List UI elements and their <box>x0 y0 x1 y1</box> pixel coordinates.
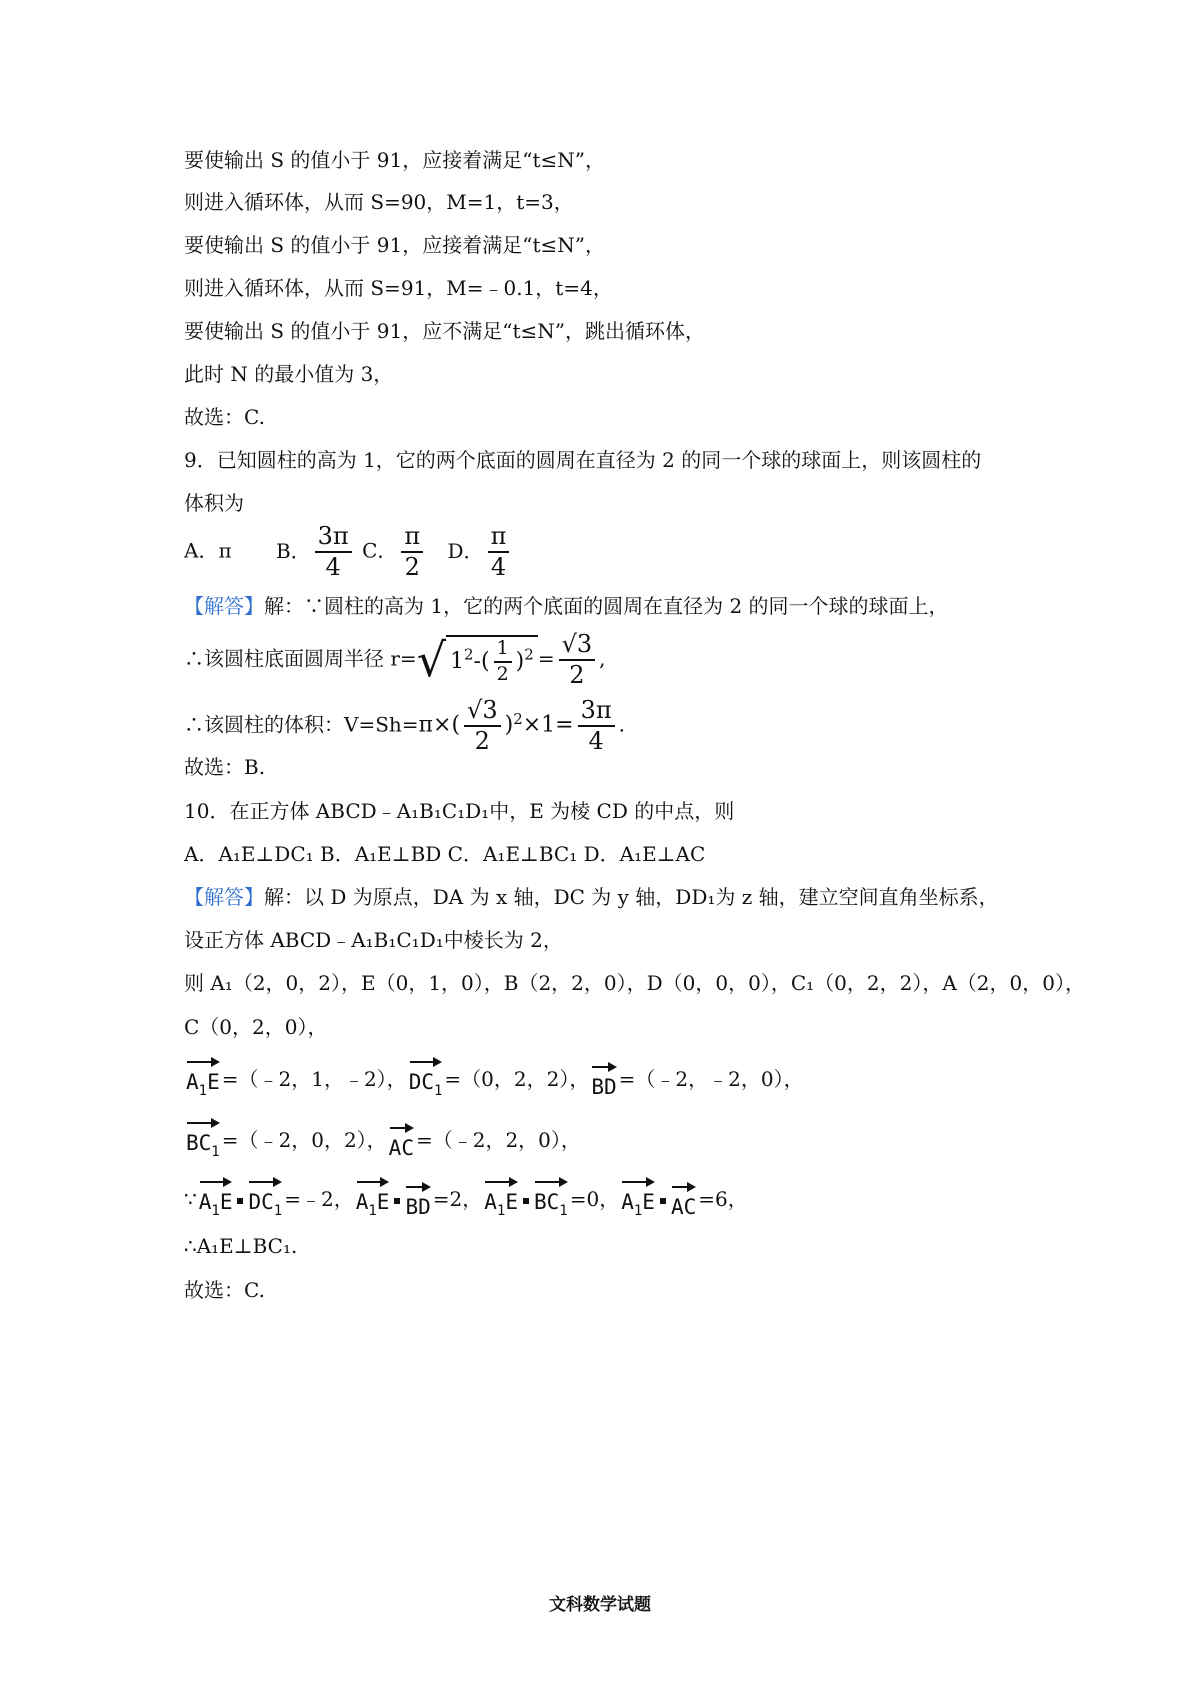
solution-text: ∴该圆柱的体积：V=Sh= <box>184 712 419 737</box>
fraction-denominator: 4 <box>490 553 507 582</box>
vector-subscript: 1 <box>633 1203 643 1219</box>
question-10-options: A．A₁E⊥DC₁ B．A₁E⊥BD C．A₁E⊥BC₁ D．A₁E⊥AC <box>184 842 706 866</box>
vector-bc1 <box>186 1117 220 1166</box>
expression: π×( <box>418 712 461 738</box>
vector-label: E <box>376 1190 390 1214</box>
vector-label: E <box>219 1190 233 1214</box>
solution-10-line1 <box>184 883 999 911</box>
dot-product-line <box>184 1176 748 1225</box>
solution-tag: 【解答】 <box>184 885 264 909</box>
vector-label: DC <box>248 1190 274 1214</box>
radical-expression <box>416 633 538 688</box>
option-d-fraction <box>488 524 510 580</box>
vector-label: BD <box>405 1194 431 1219</box>
fraction-numerator: √3 <box>559 632 596 661</box>
vector-value: =（﹣2，﹣2，0）， <box>618 1067 804 1091</box>
dot-operator-icon <box>523 1198 529 1204</box>
solution-text: ∴该圆柱底面圆周半径 r= <box>184 646 417 671</box>
vector-a1e <box>199 1176 233 1225</box>
vector-subscript: 1 <box>368 1203 377 1219</box>
vector-subscript: 1 <box>273 1203 283 1219</box>
vector-subscript: 1 <box>433 1083 443 1099</box>
dot-product-value: =6， <box>698 1187 748 1211</box>
fraction-denominator: 2 <box>404 553 420 582</box>
dot-operator-icon <box>237 1198 243 1204</box>
vector-line-2 <box>184 1117 581 1166</box>
vector-label: E <box>505 1190 518 1214</box>
dot-operator-icon <box>660 1198 666 1204</box>
vector-value: =（0，2，2）， <box>444 1067 590 1091</box>
vector-label: A <box>355 1190 369 1214</box>
text-line: 要使输出 S 的值小于 91，应接着满足“t≤N”， <box>184 148 605 172</box>
operator: = <box>537 646 555 671</box>
vector-subscript: 1 <box>211 1144 220 1160</box>
solution-10-line2: 设正方体 ABCD﹣A₁B₁C₁D₁中棱长为 2， <box>184 928 563 952</box>
option-c-fraction <box>401 524 423 580</box>
solution-10-line4: C（0，2，0）， <box>184 1015 328 1039</box>
paren: ) <box>515 649 525 675</box>
fraction-denominator: 2 <box>474 727 490 756</box>
paren: ) <box>504 712 514 738</box>
text-line: 故选：C. <box>184 405 265 429</box>
exponent: 2 <box>464 645 474 664</box>
text-line: 则进入循环体，从而 S=91，M=﹣0.1，t=4， <box>184 276 613 300</box>
vector-a1e <box>356 1176 390 1225</box>
vector-label: BD <box>591 1074 617 1099</box>
fraction-numerator: √3 <box>464 698 501 727</box>
text-line: 则进入循环体，从而 S=90，M=1，t=3， <box>184 190 574 214</box>
vector-bd <box>591 1061 616 1101</box>
vector-ac <box>671 1181 696 1221</box>
option-b-label: B． <box>275 538 311 563</box>
vector-label: A <box>621 1190 634 1214</box>
vector-subscript: 1 <box>559 1203 568 1219</box>
solution-9-answer: 故选：B. <box>184 755 266 779</box>
result-fraction <box>559 632 596 688</box>
vector-label: BC <box>533 1190 560 1214</box>
option-b-fraction <box>315 524 352 580</box>
dot-product-value: =2， <box>432 1187 483 1211</box>
option-a: A．π <box>184 538 232 563</box>
fraction-denominator: 4 <box>325 553 341 582</box>
vector-bc1 <box>534 1176 568 1225</box>
expression: ×1= <box>522 712 574 738</box>
because-symbol: ∵ <box>184 1187 197 1211</box>
question-9-stem-cont: 体积为 <box>184 491 244 515</box>
punctuation: . <box>618 712 626 737</box>
solution-text: 解：以 D 为原点，DA 为 x 轴，DC 为 y 轴，DD₁为 z 轴，建立空间直角坐标系， <box>264 885 999 909</box>
text-line: 要使输出 S 的值小于 91，应不满足“t≤N”，跳出循环体， <box>184 319 705 343</box>
fraction-numerator: π <box>488 524 510 553</box>
half-fraction <box>494 639 512 685</box>
vector-label: E <box>207 1070 220 1094</box>
question-9-options <box>184 524 513 580</box>
vector-subscript: 1 <box>211 1203 220 1219</box>
vector-label: AC <box>670 1194 697 1219</box>
vector-label: A <box>198 1190 212 1214</box>
dot-operator-icon <box>394 1198 400 1204</box>
vector-value: =（﹣2，0，2）， <box>221 1128 387 1152</box>
exponent: 2 <box>524 645 534 664</box>
solution-10-line3: 则 A₁（2，0，2），E（0，1，0），B（2，2，0），D（0，0，0），C₁（0，2，2），A（2，0，0）， <box>184 971 1085 995</box>
dot-product-value: =0， <box>569 1187 620 1211</box>
fraction-denominator: 4 <box>588 727 604 756</box>
vector-label: BC <box>186 1131 212 1155</box>
solution-9-line2 <box>184 632 606 688</box>
vector-label: A <box>186 1070 199 1094</box>
radicand-term: 1 <box>450 649 464 675</box>
fraction-denominator: 2 <box>496 663 509 686</box>
solution-tag: 【解答】 <box>184 594 264 618</box>
radicand <box>446 635 538 685</box>
solution-9-line1 <box>184 592 949 620</box>
solution-text: 解：∵圆柱的高为 1，它的两个底面的圆周在直径为 2 的同一个球的球面上， <box>264 594 949 618</box>
dot-product-value: =﹣2， <box>284 1187 354 1211</box>
fraction-numerator: 3π <box>315 524 352 553</box>
vector-label: E <box>642 1190 655 1214</box>
fraction-numerator: π <box>401 524 423 553</box>
vector-subscript: 1 <box>198 1083 208 1099</box>
vector-a1e <box>484 1176 518 1225</box>
exponent: 2 <box>513 710 523 729</box>
fraction-denominator: 2 <box>569 661 585 690</box>
text-line: 要使输出 S 的值小于 91，应接着满足“t≤N”， <box>184 233 605 257</box>
vector-a1e <box>186 1056 220 1105</box>
vector-dc1 <box>409 1056 443 1105</box>
page-footer: 文科数学试题 <box>549 1595 651 1615</box>
vector-value: =（﹣2，2，0）， <box>415 1128 581 1152</box>
operator: -( <box>473 649 490 675</box>
vector-label: A <box>484 1190 497 1214</box>
vector-dc1 <box>248 1176 282 1225</box>
vector-bd <box>405 1181 430 1221</box>
solution-10-answer: 故选：C. <box>184 1278 265 1302</box>
vector-label: DC <box>408 1070 434 1094</box>
vector-label: AC <box>388 1135 414 1160</box>
punctuation: , <box>599 646 606 671</box>
fraction-numerator: 1 <box>494 639 512 663</box>
option-d-label: D． <box>447 538 484 563</box>
option-c-label: C． <box>362 538 398 563</box>
vector-line-1 <box>184 1056 804 1105</box>
sqrt3-fraction <box>464 698 501 754</box>
text-line: 此时 N 的最小值为 3， <box>184 362 394 386</box>
question-9-stem: 9．已知圆柱的高为 1，它的两个底面的圆周在直径为 2 的同一个球的球面上，则该圆柱的 <box>184 448 982 472</box>
vector-a1e <box>621 1176 655 1225</box>
fraction-numerator: 3π <box>578 698 615 727</box>
vector-subscript: 1 <box>496 1203 506 1219</box>
volume-fraction <box>578 698 615 754</box>
solution-10-conclusion: ∴A₁E⊥BC₁. <box>184 1234 298 1258</box>
vector-value: =（﹣2，1，﹣2）， <box>221 1067 407 1091</box>
question-10-stem: 10．在正方体 ABCD﹣A₁B₁C₁D₁中，E 为棱 CD 的中点，则 <box>184 799 735 823</box>
sqrt-icon: √ <box>416 633 446 688</box>
solution-9-line3 <box>184 698 625 754</box>
vector-ac <box>389 1122 414 1162</box>
